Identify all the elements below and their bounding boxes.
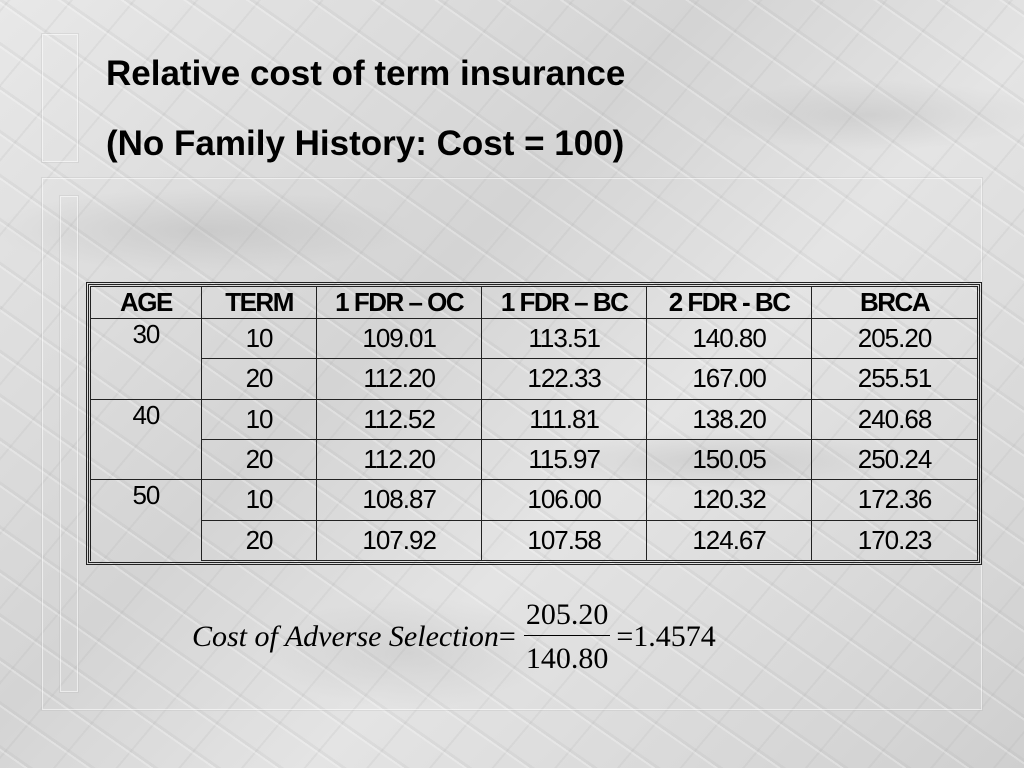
table-row [91, 359, 978, 399]
term-cell: 20 [201, 439, 316, 479]
fdr-oc-cell: 112.20 [317, 359, 482, 399]
table-row [91, 319, 978, 359]
fdr-oc-cell: 112.52 [317, 399, 482, 439]
fdr-oc-cell: 112.20 [317, 439, 482, 479]
decorative-frame-top [42, 34, 78, 162]
table-row [91, 439, 978, 479]
term-cell: 10 [201, 399, 316, 439]
cost-table-container [86, 282, 982, 565]
fdr-bc-cell: 106.00 [482, 480, 647, 520]
column-header-age: AGE [91, 287, 202, 319]
column-header-1fdr-oc: 1 FDR – OC [317, 287, 482, 319]
fdr-bc-cell: 122.33 [482, 359, 647, 399]
fdr-oc-cell: 107.92 [317, 520, 482, 560]
fdr-bc-cell: 107.58 [482, 520, 647, 560]
brca-cell: 240.68 [812, 399, 978, 439]
fdr-bc-cell: 113.51 [482, 319, 647, 359]
age-cell: 50 [91, 480, 202, 561]
column-header-2fdr-bc: 2 FDR - BC [647, 287, 812, 319]
formula-equals-sign-2: = [616, 619, 634, 653]
age-cell: 40 [91, 399, 202, 480]
slide-title: Relative cost of term insurance [106, 54, 626, 93]
fdr-bc-cell: 115.97 [482, 439, 647, 479]
brca-cell: 170.23 [812, 520, 978, 560]
column-header-1fdr-bc: 1 FDR – BC [482, 287, 647, 319]
table-row [91, 399, 978, 439]
fdr-oc-cell: 108.87 [317, 480, 482, 520]
formula-fraction [524, 598, 611, 675]
adverse-selection-formula [192, 598, 716, 675]
term-cell: 10 [201, 480, 316, 520]
brca-cell: 205.20 [812, 319, 978, 359]
term-cell: 10 [201, 319, 316, 359]
column-header-term: TERM [201, 287, 316, 319]
fdr2-bc-cell: 167.00 [647, 359, 812, 399]
fdr2-bc-cell: 140.80 [647, 319, 812, 359]
formula-result: 1.4574 [633, 619, 716, 653]
fdr2-bc-cell: 150.05 [647, 439, 812, 479]
fdr-bc-cell: 111.81 [482, 399, 647, 439]
slide-subtitle: (No Family History: Cost = 100) [106, 124, 625, 163]
brca-cell: 172.36 [812, 480, 978, 520]
formula-denominator: 140.80 [525, 642, 609, 675]
term-cell: 20 [201, 359, 316, 399]
formula-numerator: 205.20 [524, 598, 611, 636]
formula-lhs: Cost of Adverse Selection [192, 619, 499, 653]
age-cell: 30 [91, 319, 202, 400]
brca-cell: 250.24 [812, 439, 978, 479]
column-header-brca: BRCA [812, 287, 978, 319]
formula-equals-sign: = [498, 619, 516, 653]
table-row [91, 480, 978, 520]
decorative-frame-side [60, 196, 78, 692]
table-row [91, 520, 978, 560]
fdr-oc-cell: 109.01 [317, 319, 482, 359]
fdr2-bc-cell: 124.67 [647, 520, 812, 560]
brca-cell: 255.51 [812, 359, 978, 399]
term-cell: 20 [201, 520, 316, 560]
relative-cost-table [90, 286, 978, 561]
table-header-row [91, 287, 978, 319]
fdr2-bc-cell: 138.20 [647, 399, 812, 439]
fdr2-bc-cell: 120.32 [647, 480, 812, 520]
